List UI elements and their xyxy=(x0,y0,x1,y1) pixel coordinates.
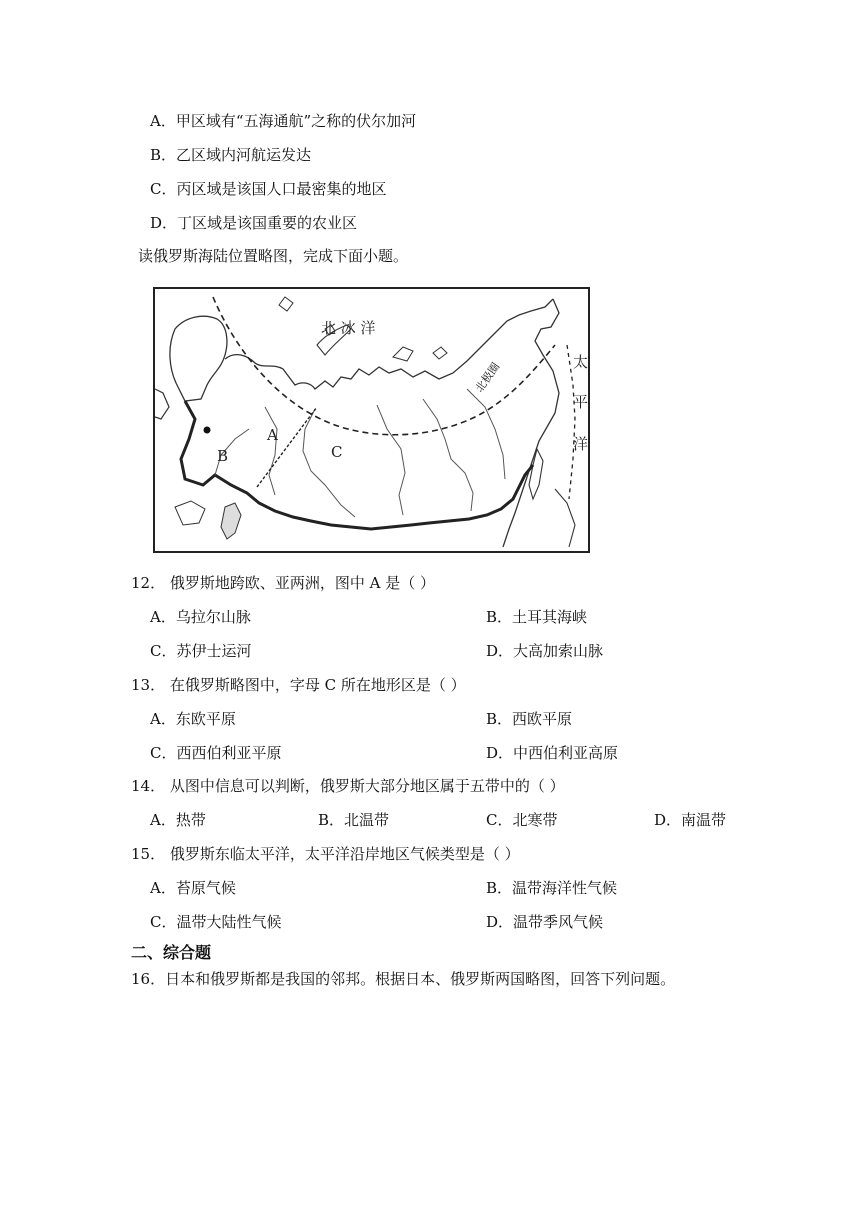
q13-option-b: B．西欧平原 xyxy=(486,710,573,728)
label-c: C xyxy=(331,443,343,461)
map-intro-text: 读俄罗斯海陆位置略图，完成下面小题。 xyxy=(138,247,409,265)
label-pacific-1: 太 xyxy=(573,353,588,371)
russia-map-drawing xyxy=(155,289,588,551)
q12-option-d: D．大高加索山脉 xyxy=(486,642,604,660)
label-a: A xyxy=(267,426,278,444)
q13-option-d: D．中西伯利亚高原 xyxy=(486,744,619,762)
question-13-stem: 13． 在俄罗斯略图中，字母 C 所在地形区是（ ） xyxy=(131,676,466,694)
q15-option-c: C．温带大陆性气候 xyxy=(150,913,282,931)
prev-option-d: D．丁区域是该国重要的农业区 xyxy=(150,214,358,232)
prev-option-a: A．甲区域有“五海通航”之称的伏尔加河 xyxy=(150,112,417,130)
q12-option-b: B．土耳其海峡 xyxy=(486,608,588,626)
q12-option-c: C．苏伊士运河 xyxy=(150,642,252,660)
russia-map xyxy=(153,287,590,553)
q14-option-c: C．北寒带 xyxy=(486,811,558,829)
question-15-stem: 15． 俄罗斯东临太平洋，太平洋沿岸地区气候类型是（ ） xyxy=(131,845,520,863)
q15-option-a: A．苔原气候 xyxy=(150,879,236,897)
prev-option-b: B．乙区域内河航运发达 xyxy=(150,146,312,164)
q15-option-d: D．温带季风气候 xyxy=(486,913,604,931)
q14-option-b: B．北温带 xyxy=(318,811,390,829)
section-heading: 二、综合题 xyxy=(131,943,212,962)
prev-option-c: C．丙区域是该国人口最密集的地区 xyxy=(150,180,387,198)
question-12-stem: 12． 俄罗斯地跨欧、亚两洲，图中 A 是（ ） xyxy=(131,574,435,592)
label-pacific-2: 平 xyxy=(573,393,588,411)
q13-option-a: A．东欧平原 xyxy=(150,710,236,728)
question-16-stem: 16．日本和俄罗斯都是我国的邻邦。根据日本、俄罗斯两国略图，回答下列问题。 xyxy=(131,970,676,988)
q15-option-b: B．温带海洋性气候 xyxy=(486,879,618,897)
question-14-stem: 14． 从图中信息可以判断，俄罗斯大部分地区属于五带中的（ ） xyxy=(131,777,565,795)
label-arctic-ocean: 北 冰 洋 xyxy=(321,319,376,337)
q14-option-d: D．南温带 xyxy=(654,811,727,829)
q13-option-c: C．西西伯利亚平原 xyxy=(150,744,282,762)
q12-option-a: A．乌拉尔山脉 xyxy=(150,608,251,626)
label-b: B xyxy=(217,447,229,465)
label-arctic-circle: 北极圈 xyxy=(472,360,503,395)
label-pacific-3: 洋 xyxy=(573,435,588,453)
moscow-dot xyxy=(204,427,211,434)
q14-option-a: A．热带 xyxy=(150,811,206,829)
